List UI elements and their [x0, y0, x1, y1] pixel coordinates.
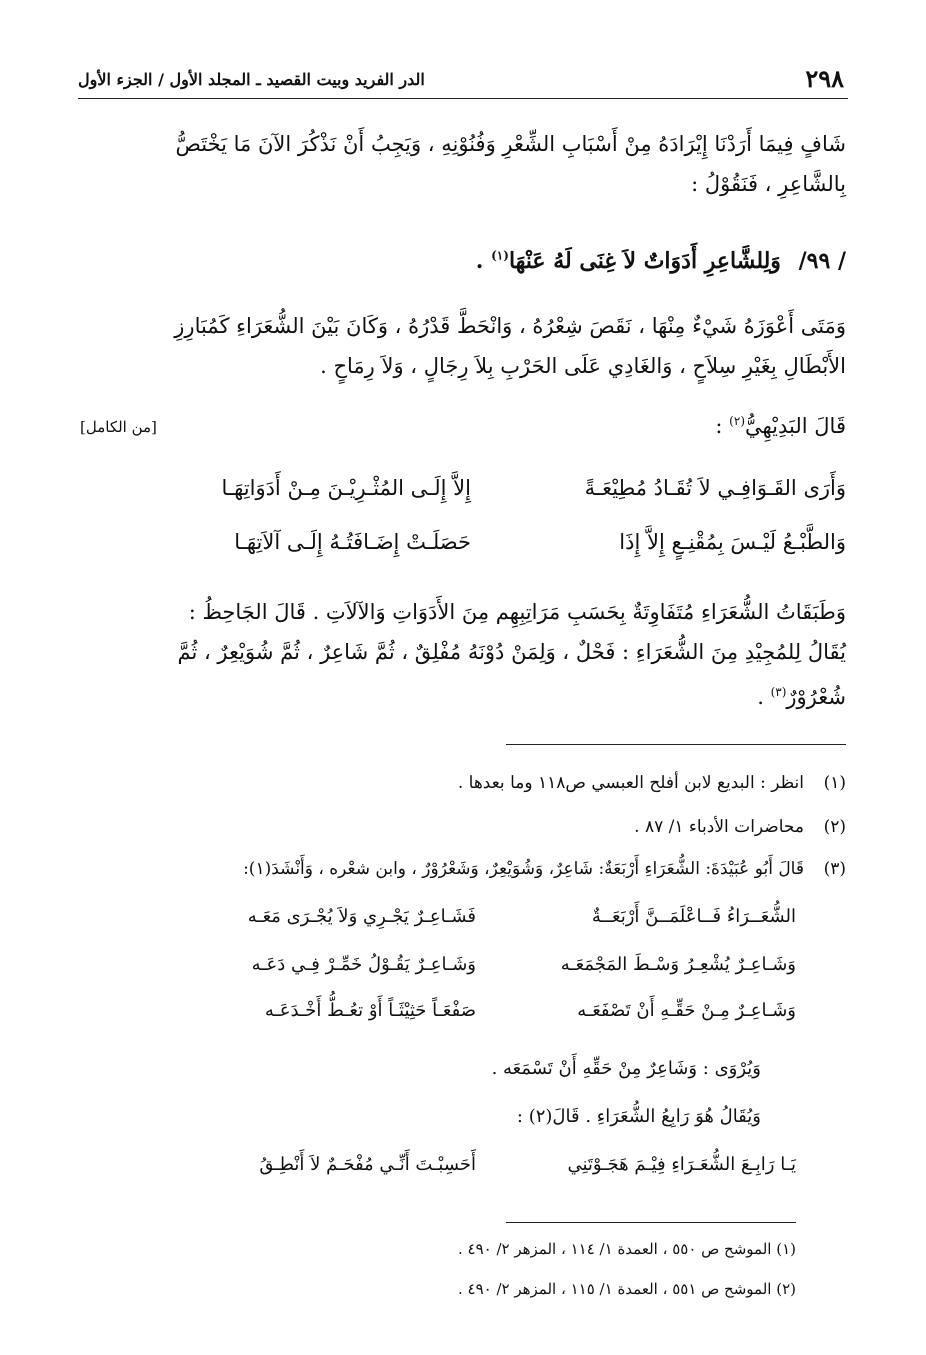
footnote-3-number: (٣)	[823, 859, 846, 879]
verse-1-first-hemistich: وَأَرَى القَـوَافِـي لاَ تُقَـادُ مُطِيْعَـةً	[584, 476, 846, 500]
verse-1-second-hemistich: إِلاَّ إِلَـى المُثْـرِيْـنَ مِـنْ أَدَوَاتِهَـا	[221, 476, 471, 500]
paragraph-2	[80, 306, 846, 386]
paragraph-3-line-1: وَطَبَقَاتُ الشُّعَرَاءِ مُتَفَاوِتَةٌ بِحَسَبِ مَرَاتِبِهِم مِنَ الأَدَوَاتِ وَالآلاَتِ . قَالَ الجَاحِظُ :	[188, 600, 846, 624]
sub-footnote-1: (١) الموشح ص ٥٥٠ ، العمدة ١/ ١١٤ ، المزهر ٢/ ٤٩٠ .	[457, 1240, 796, 1258]
fn3-verse-2-second: وَشَـاعِـرٌ يَقُـوْلُ خَمِّـرْ فِـي دَعَـه	[251, 954, 476, 975]
section-heading	[476, 248, 846, 274]
paragraph-3	[80, 592, 846, 717]
fn3-verse-3-second: صَفْعَـاً حَثِيْثَـاً أَوْ تعُـطُّ أَخْـدَعَـه	[264, 1000, 476, 1021]
intro-paragraph	[80, 124, 846, 204]
footnote-2-text: محاضرات الأدباء ١/ ٨٧ .	[634, 817, 804, 837]
meter-label: [من الكامل]	[80, 418, 157, 436]
fn3-verse-3-first: وَشَـاعِـرٌ مِـنْ حَقِّـهِ أَنْ تَصْفَعَـه	[577, 1000, 796, 1021]
header-rule	[78, 98, 848, 99]
verse-2-second-hemistich: حَصَلَـتْ إِضَـافَتُـهُ إِلَـى آلاَتِهَـا	[234, 530, 471, 554]
intro-line-2: بِالشَّاعِرِ ، فَنَقُوْلُ :	[691, 172, 846, 196]
fn3-fourth-poet-line: وَيُقَالُ هُوَ رَابِعُ الشُّعَرَاءِ . قَالَ(٢) :	[516, 1106, 761, 1127]
paragraph-3-period: .	[757, 685, 764, 709]
section-heading-text: وَلِلشَّاعِرِ أَدَوَاتٌ لاَ غِنَى لَهُ عَنْهَا	[508, 248, 781, 274]
poet-colon: :	[715, 414, 723, 438]
fn3-verse-1-second: فَشَـاعِـرٌ يَجْـرِي وَلاَ يُجْـرَى مَعَـه	[247, 906, 476, 927]
poet-name: قَالَ البَدِيْهِيُّ	[745, 414, 846, 438]
verse-2-first-hemistich: وَالطَّبْـعُ لَيْـسَ بِمُقْنِـعٍ إِلاَّ إِذَا	[619, 530, 846, 554]
footnote-ref-3: (٣)	[770, 685, 787, 699]
fn3-final-verse-first: يَـا رَابِـعَ الشُّعَـرَاءِ فِيْـمَ هَجَـوْتَنِي	[567, 1154, 796, 1175]
fn3-verse-2-first: وَشَـاعِـرٌ يُشْعِـرُ وَسْـطَ المَجْمَعَـه	[560, 954, 796, 975]
section-number: / ٩٩/	[798, 248, 846, 274]
paragraph-2-line-1: وَمَتَى أَعْوَزَهُ شَيْءٌ مِنْهَا ، نَقَصَ شِعْرُهُ ، وَانْحَطَّ قَدْرُهُ ، وَكَانَ بَيْنَ الشُّعَرَاءِ كَمُبَارِزِ	[174, 314, 846, 338]
footnote-2-number: (٢)	[823, 817, 846, 837]
heading-period: .	[475, 248, 484, 274]
fn3-final-verse-second: أَحَسِبْـتَ أَنِّـي مُفْحَـمٌ لاَ أَنْطِـقُ	[259, 1154, 476, 1175]
sub-footnote-separator	[506, 1222, 796, 1223]
footnote-1-number: (١)	[823, 773, 846, 793]
paragraph-2-line-2: الأَبْطَالِ بِغَيْرِ سِلاَحٍ ، وَالغَادِي عَلَى الحَرْبِ بِلاَ رِجَالٍ ، وَلاَ رِمَاحٍ .	[320, 354, 846, 378]
fn3-variant-line: وَيُرْوَى : وَشَاعِرٌ مِنْ حَقِّهِ أَنْ تَسْمَعَه .	[491, 1058, 761, 1079]
fn3-verse-1-first: الشُّعَــرَاءُ فَــاعْلَمَــنَّ أَرْبَعَــةٌ	[591, 906, 796, 927]
footnote-1-text: انظر : البديع لابن أفلح العبسي ص١١٨ وما بعدها .	[457, 773, 804, 793]
running-title: الدر الفريد وبيت القصيد ـ المجلد الأول / الجزء الأول	[78, 70, 425, 89]
footnote-ref-2: (٢)	[729, 414, 745, 428]
paragraph-3-line-2: يُقَالُ لِلمُجِيْدِ مِنَ الشُّعَرَاءِ : فَحْلٌ ، وَلِمَنْ دُوْنَهُ مُفْلِقٌ ، ثُمَّ شَاعِرٌ ، ثُمَّ شُوَيْعِرٌ ، ثُمَّ	[177, 640, 846, 664]
page-number: ٢٩٨	[805, 64, 844, 93]
footnote-separator	[506, 744, 846, 745]
footnote-3-text: قَالَ أَبُو عُبَيْدَةَ: الشُّعَرَاءِ أَرْبَعَةٌ: شَاعِرٌ، وَشُوَيْعِرٌ، وَشَعْرُوْرٌ ، وابن شعْره ، وَأَنْشَدَ(١):	[243, 859, 804, 879]
running-header	[78, 64, 848, 94]
footnote-ref-1: (١)	[491, 248, 509, 263]
paragraph-3-line-3: شُعْرُوْرٌ	[786, 685, 846, 709]
sub-footnote-2: (٢) الموشح ص ٥٥١ ، العمدة ١/ ١١٥ ، المزهر ٢/ ٤٩٠ .	[457, 1280, 796, 1298]
intro-line-1: شَافٍ فِيمَا أَرَدْنَا إِيْرَادَهُ مِنْ أَسْبَابِ الشِّعْرِ وَفُنُوْنِهِ ، وَيَجِبُ أَنْ نَذْكُرَ الآنَ مَا يَخْتَصُّ	[175, 132, 846, 156]
